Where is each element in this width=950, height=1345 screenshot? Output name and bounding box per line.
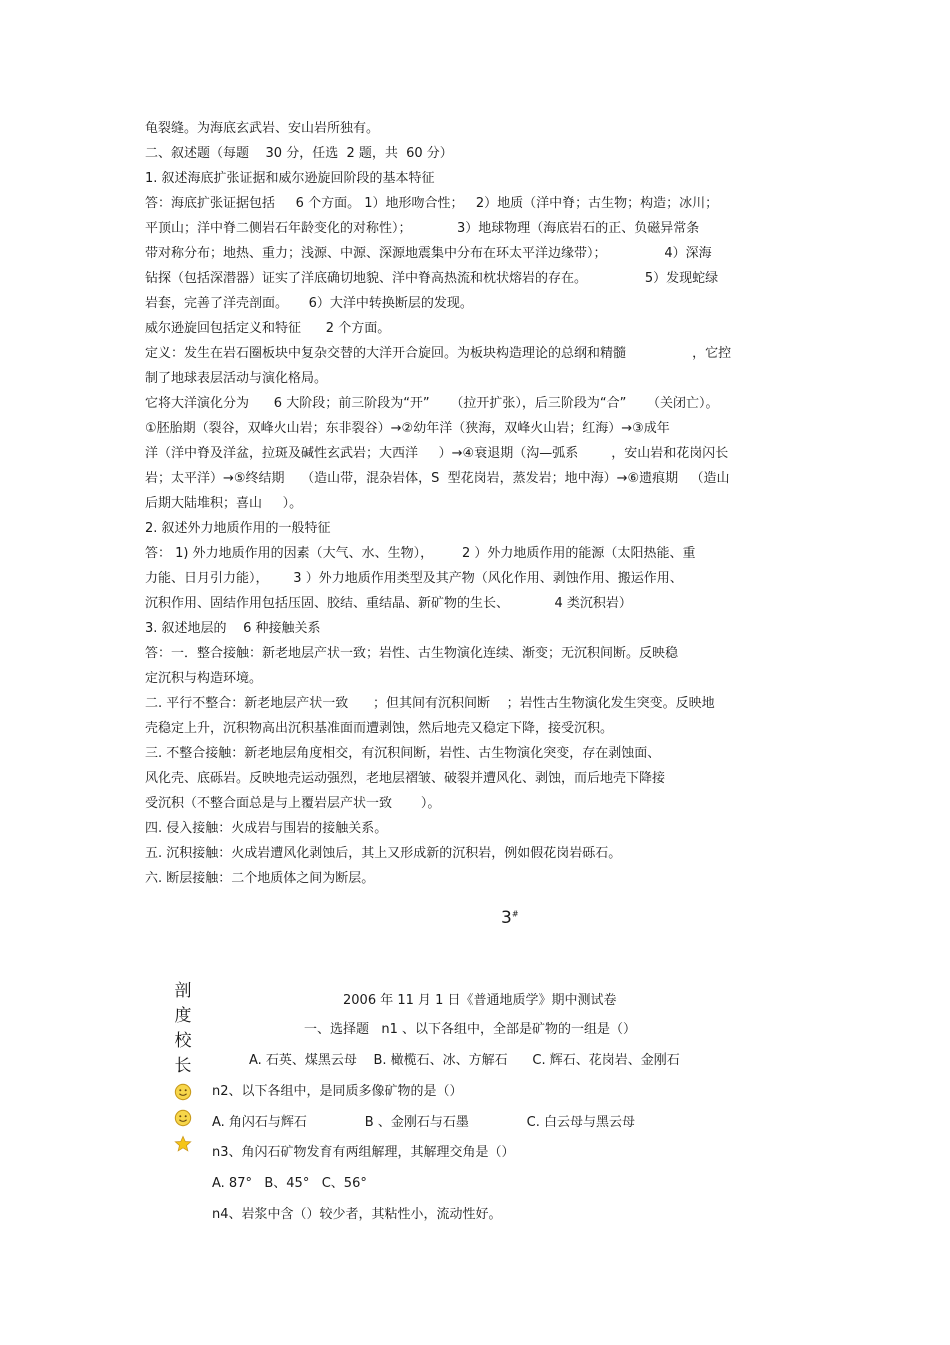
text-line: 3. 叙述地层的 6 种接触关系 [145,621,321,636]
exam-question-4: n4、岩浆中含（）较少者，其粘性小，流动性好。 [212,1207,502,1222]
text-line: 后期大陆堆积；喜山 ）。 [145,496,303,511]
text-line: 力能、日月引力能）， 3 ）外力地质作用类型及其产物（风化作用、剥蚀作用、搬运作用、 [145,571,683,586]
sidebar-char: 剖 [174,981,192,1001]
text-line: 1. 叙述海底扩张证据和威尔逊旋回阶段的基本特征 [145,171,435,186]
text-line: 五. 沉积接触：火成岩遭风化剥蚀后，其上又形成新的沉积岩，例如假花岗岩砾石。 [145,846,622,861]
text-line: 带对称分布；地热、重力；浅源、中源、深源地震集中分布在环太平洋边缘带）； 4）深海 [145,246,712,261]
sidebar-char: 长 [174,1056,192,1076]
text-line: 二. 平行不整合：新老地层产状一致 ；但其间有沉积间断 ；岩性古生物演化发生突变。反映地 [145,696,715,711]
text-line: 沉积作用、固结作用包括压固、胶结、重结晶、新矿物的生长、 4 类沉积岩） [145,596,632,611]
text-line: 二、叙述题（每题 30 分，任选 2 题，共 60 分） [145,146,453,161]
body-text [145,116,815,891]
text-line: 风化壳、底砾岩。反映地壳运动强烈，老地层褶皱、破裂并遭风化、剥蚀，而后地壳下降接 [145,771,666,786]
text-line: 答：一．整合接触：新老地层产状一致；岩性、古生物演化连续、渐变；无沉积间断。反映稳 [145,646,679,661]
exam-q1-options: A. 石英、煤黑云母 B. 橄榄石、冰、方解石 C. 辉石、花岗岩、金刚石 [249,1053,680,1068]
text-line: 四. 侵入接触：火成岩与围岩的接触关系。 [145,821,388,836]
sidebar [172,979,194,1155]
text-line: 龟裂缝。为海底玄武岩、安山岩所独有。 [145,121,380,136]
text-line: 洋（洋中脊及洋盆，拉斑及碱性玄武岩；大西洋 ）→④衰退期（沟—弧系 ，安山岩和花岗闪长 [145,446,729,461]
text-line: 威尔逊旋回包括定义和特征 2 个方面。 [145,321,391,336]
text-line: 岩；太平洋）→⑤终结期 （造山带，混杂岩体，S 型花岗岩，蒸发岩；地中海）→⑥遗痕期 （造山 [145,471,730,486]
text-line: 壳稳定上升，沉积物高出沉积基准面而遭剥蚀，然后地壳又稳定下降，接受沉积。 [145,721,614,736]
page-number-value: 3 [501,908,512,928]
sidebar-char: 校 [174,1031,192,1051]
text-line: 受沉积（不整合面总是与上覆岩层产状一致 ）。 [145,796,441,811]
exam-title: 2006 年 11 月 1 日《普通地质学》期中测试卷 [343,993,617,1008]
exam-question-2: n2、以下各组中，是同质多像矿物的是（） [212,1084,463,1099]
text-line: 它将大洋演化分为 6 大阶段；前三阶段为“开” （拉开扩张），后三阶段为“合” （关闭亡）。 [145,396,719,411]
text-line: 三. 不整合接触：新老地层角度相交，有沉积间断，岩性、古生物演化突变，存在剥蚀面、 [145,746,661,761]
text-line: 岩套，完善了洋壳剖面。 6）大洋中转换断层的发现。 [145,296,473,311]
exam-question-1: 一、选择题 n1 、以下各组中，全部是矿物的一组是（） [304,1022,637,1037]
page-number-mark: # [511,909,519,919]
exam-q2-options: A. 角闪石与辉石 B 、金刚石与石墨 C. 白云母与黑云母 [212,1115,636,1130]
sidebar-char: 度 [174,1006,192,1026]
page-number [501,908,519,928]
smiley-face-icon [174,1083,192,1101]
text-line: 六. 断层接触：二个地质体之间为断层。 [145,871,375,886]
text-line: 2. 叙述外力地质作用的一般特征 [145,521,331,536]
text-line: 定沉积与构造环境。 [145,671,263,686]
text-line: 答： 1) 外力地质作用的因素（大气、水、生物）， 2 ）外力地质作用的能源（太阳热能、重 [145,546,696,561]
text-line: 定义：发生在岩石圈板块中复杂交替的大洋开合旋回。为板块构造理论的总纲和精髓 ，它控 [145,346,732,361]
exam-question-3: n3、角闪石矿物发育有两组解理，其解理交角是（） [212,1145,515,1160]
text-line: 答：海底扩张证据包括 6 个方面。 1）地形吻合性； 2）地质（洋中脊；古生物；构造；冰川； [145,196,719,211]
text-line: 平顶山；洋中脊二侧岩石年龄变化的对称性）； 3）地球物理（海底岩石的正、负磁异常条 [145,221,700,236]
text-line: 钻探（包括深潜器）证实了洋底确切地貌、洋中脊高热流和枕状熔岩的存在。 5）发现蛇绿 [145,271,719,286]
exam-q3-options: A. 87° B、45° C、56° [212,1176,367,1191]
text-line: ①胚胎期（裂谷，双峰火山岩；东非裂谷）→②幼年洋（狭海，双峰火山岩；红海）→③成年 [145,421,670,436]
text-line: 制了地球表层活动与演化格局。 [145,371,328,386]
smiley-face-icon [174,1109,192,1127]
star-icon [174,1135,192,1153]
